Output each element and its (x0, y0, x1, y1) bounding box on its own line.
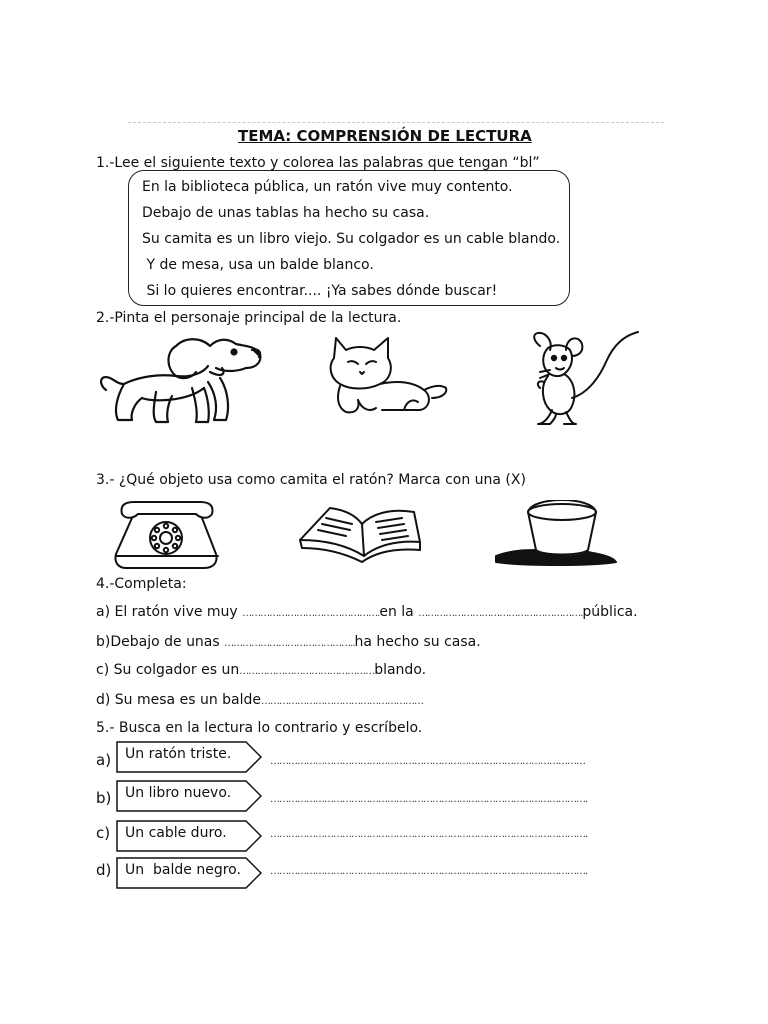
phrase-a: Un ratón triste. (125, 746, 232, 762)
question-5-prompt: 5.- Busca en la lectura lo contrario y escríbelo. (96, 720, 423, 736)
reading-line-5: Si lo quieres encontrar.... ¡Ya sabes dónde buscar! (142, 283, 498, 299)
question-4-prompt: 4.-Completa: (96, 576, 187, 592)
complete-b-end: ha hecho su casa. (354, 634, 481, 650)
worksheet-title: TEMA: COMPRENSIÓN DE LECTURA (238, 127, 532, 145)
phrase-box-a (116, 741, 262, 773)
opposite-letter-d: d) (96, 861, 112, 879)
reading-line-2: Debajo de unas tablas ha hecho su casa. (142, 205, 430, 221)
reading-line-1: En la biblioteca pública, un ratón vive muy contento. (142, 179, 513, 195)
blank-d[interactable]: ……………………………………………… (261, 696, 423, 707)
blank-c[interactable]: ……………………………………… (239, 666, 375, 677)
answer-line-c[interactable]: ……………………………………………………………………………………………. (270, 829, 588, 840)
phrase-d: Un balde negro. (125, 862, 241, 878)
complete-item-d (96, 691, 423, 711)
phrase-box-d (116, 857, 262, 889)
complete-c-start: c) Su colgador es un (96, 662, 240, 678)
complete-b-start: b)Debajo de unas (96, 634, 225, 650)
answer-line-d[interactable]: ……………………………………………………………………………………………. (270, 866, 588, 877)
bucket-icon[interactable] (492, 500, 618, 568)
blank-a-2[interactable]: ………………………………………………. (418, 608, 583, 619)
question-1-prompt: 1.-Lee el siguiente texto y colorea las palabras que tengan “bl” (96, 155, 540, 171)
question-2-prompt: 2.-Pinta el personaje principal de la lectura. (96, 310, 402, 326)
answer-line-b[interactable]: ……………………………………………………………………………………………. (270, 794, 588, 805)
mouse-icon[interactable] (526, 328, 646, 430)
answer-line-a[interactable]: …………………………………………………………………………………………… (270, 756, 585, 767)
question-3-prompt: 3.- ¿Qué objeto usa como camita el ratón? Marca con una (X) (96, 472, 526, 488)
blank-b[interactable]: …………………………………….. (224, 638, 355, 649)
opposite-letter-a: a) (96, 751, 112, 769)
telephone-icon[interactable] (104, 500, 230, 572)
reading-line-4: Y de mesa, usa un balde blanco. (142, 257, 374, 273)
opposite-letter-b: b) (96, 789, 112, 807)
dog-icon[interactable] (96, 332, 266, 432)
phrase-c: Un cable duro. (125, 825, 227, 841)
blank-a-1[interactable]: ………………………………………. (242, 608, 380, 619)
top-divider (128, 122, 664, 123)
complete-a-mid: en la (379, 604, 419, 620)
phrase-b: Un libro nuevo. (125, 785, 232, 801)
complete-d-start: d) Su mesa es un balde (96, 692, 261, 708)
phrase-box-b (116, 780, 262, 812)
cat-icon[interactable] (322, 332, 450, 416)
complete-item-c (96, 661, 426, 681)
complete-a-start: a) El ratón vive muy (96, 604, 243, 620)
opposite-letter-c: c) (96, 824, 111, 842)
reading-line-3: Su camita es un libro viejo. Su colgador es un cable blando. (142, 231, 561, 247)
book-icon[interactable] (296, 500, 424, 566)
complete-item-b (96, 633, 481, 653)
phrase-box-c (116, 820, 262, 852)
complete-a-end: pública. (582, 604, 638, 620)
complete-item-a (96, 603, 638, 623)
complete-c-end: blando. (374, 662, 427, 678)
